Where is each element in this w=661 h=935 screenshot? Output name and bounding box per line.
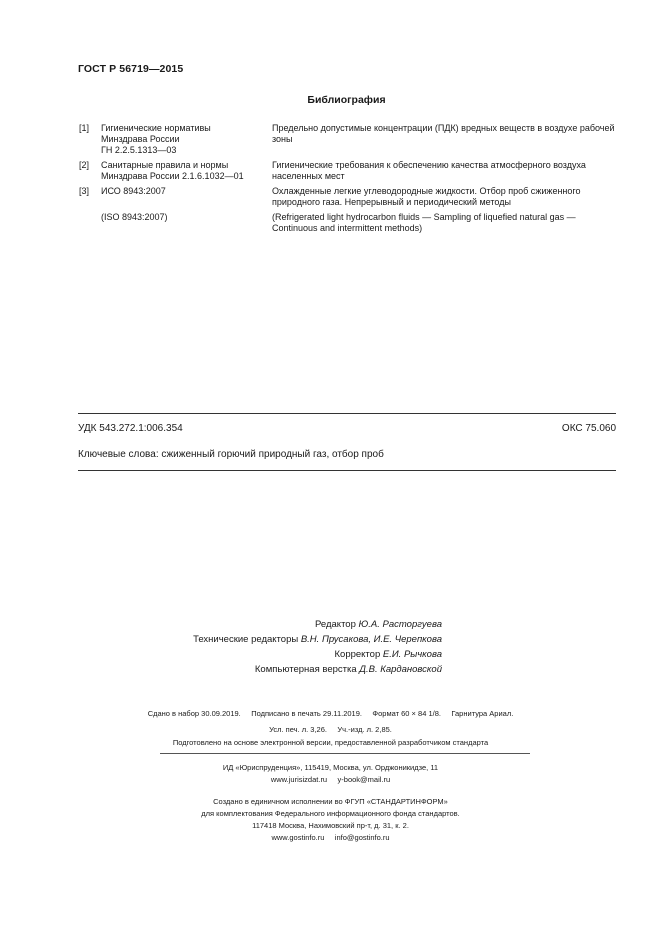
bibliography-title: Библиография: [307, 94, 386, 106]
imprint-block: [193, 617, 442, 677]
imprint-tech-editors: Технические редакторы В.Н. Прусакова, И.Е. Черепкова: [193, 634, 442, 645]
entry-source: [101, 212, 168, 223]
publisher-address: ИД «Юриспруденция», 115419, Москва, ул. Орджоникидзе, 11: [222, 763, 439, 772]
entry-source-line: ИСО 8943:2007: [101, 186, 166, 196]
oks-code: ОКС 75.060: [561, 423, 616, 434]
divider-top: [78, 413, 616, 414]
imprint-layout: Компьютерная верстка Д.В. Кардановской: [254, 664, 442, 675]
entry-source: [101, 186, 166, 197]
divider-bottom: [78, 470, 616, 471]
entry-source-line: ГН 2.2.5.1313—03: [101, 145, 177, 155]
entry-description: (Refrigerated light hydrocarbon fluids — Sampling of liquefied natural gas — Continuous and intermittent methods): [272, 212, 576, 233]
imprint-editor: Редактор Ю.А. Расторгуева: [314, 619, 442, 630]
document-code: ГОСТ Р 56719—2015: [78, 63, 184, 75]
entry-number: [1]: [79, 123, 90, 133]
producer-line: 117418 Москва, Нахимовский пр-т, д. 31, к. 2.: [252, 821, 409, 830]
entry-description: Охлажденные легкие углеводородные жидкости. Отбор проб сжиженного природного газа. Непрерывный и периодический методы: [272, 186, 581, 207]
publisher-contacts: www.jurisizdat.ru y-book@mail.ru: [270, 775, 391, 784]
entry-source-line: Санитарные правила и нормы: [101, 160, 229, 170]
entry-source-line: (ISO 8943:2007): [101, 212, 168, 222]
entry-description: Гигиенические требования к обеспечению качества атмосферного воздуха населенных мест: [272, 160, 586, 181]
entry-source-line: Минздрава России 2.1.6.1032—01: [101, 171, 244, 181]
entry-source: [101, 123, 211, 156]
entry-source: [101, 160, 244, 182]
imprint-corrector: Корректор Е.И. Рычкова: [334, 649, 442, 660]
print-info-source: Подготовлено на основе электронной версии, предоставленной разработчиком стандарта: [172, 738, 489, 747]
producer-contacts: www.gostinfo.ru info@gostinfo.ru: [271, 833, 390, 842]
entry-source-line: Гигиенические нормативы: [101, 123, 211, 133]
entry-source-line: Минздрава России: [101, 134, 180, 144]
keywords: Ключевые слова: сжиженный горючий природный газ, отбор проб: [78, 449, 384, 460]
print-info-line: Усл. печ. л. 3,26. Уч.-изд. л. 2,85.: [269, 725, 392, 734]
entry-number: [3]: [79, 186, 90, 196]
print-info-line: Сдано в набор 30.09.2019. Подписано в печать 29.11.2019. Формат 60 × 84 1/8. Гарнитура Ариал.: [147, 709, 514, 718]
producer-line: Создано в единичном исполнении во ФГУП «СТАНДАРТИНФОРМ»: [213, 797, 448, 806]
udk-code: УДК 543.272.1:006.354: [78, 423, 183, 434]
producer-line: для комплектования Федерального информационного фонда стандартов.: [201, 809, 460, 818]
entry-description: Предельно допустимые концентрации (ПДК) вредных веществ в воздухе рабочей зоны: [272, 123, 615, 144]
entry-number: [2]: [79, 160, 90, 170]
print-info-divider: [160, 753, 530, 754]
